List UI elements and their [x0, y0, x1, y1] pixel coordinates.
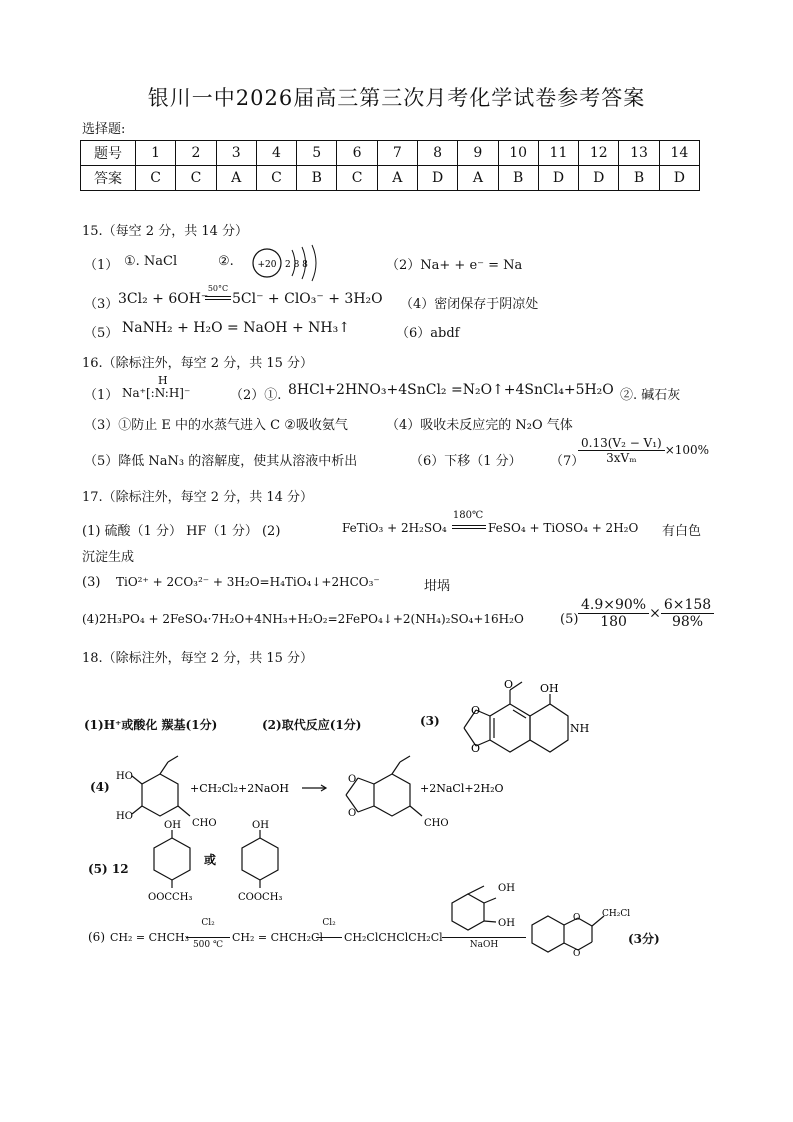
q18-p6-s2: CH₂ = CHCH₂Cl: [232, 931, 323, 944]
table-header-cell: 题号: [81, 141, 136, 166]
reaction-arrow: [186, 937, 230, 938]
q18-p6-c3-bot: NaOH: [469, 940, 499, 950]
equals-sign: [205, 296, 231, 300]
q18-cho-label: CHO: [192, 818, 217, 829]
q16-p2-b: ②. 碱石灰: [620, 388, 681, 403]
q18-oh-label: OH: [498, 918, 515, 929]
q18-p4-label: (4): [90, 780, 110, 794]
table-cell: 10: [498, 141, 538, 166]
table-cell: A: [377, 166, 417, 191]
q18-nh-label: NH: [570, 722, 590, 735]
table-cell: 3: [216, 141, 256, 166]
q18-ch2cl-label: CH₂Cl: [602, 909, 631, 919]
oxygen-label: O: [573, 949, 581, 959]
q17-p2-tail: 有白色: [662, 524, 702, 539]
atom-nucleus-label: +20: [257, 260, 277, 270]
reaction-arrow: [316, 937, 342, 938]
q15-p4: （4）密闭保存于阴凉处: [400, 297, 539, 312]
q15-p3-condition: 50°C: [207, 284, 229, 293]
q18-p4-products: +2NaCl+2H₂O: [420, 782, 504, 795]
reaction-arrow: [442, 937, 526, 938]
q15-p1-label: （1）: [84, 258, 119, 273]
q17-p2-condition: 180℃: [452, 510, 484, 521]
table-row: [81, 166, 700, 191]
table-cell: 8: [417, 141, 457, 166]
q17-p3-tail: 坩埚: [424, 579, 451, 594]
table-header-cell: 答案: [81, 166, 136, 191]
answer-table: [80, 140, 700, 191]
q15-header: 15.（每空 2 分，共 14 分）: [82, 224, 249, 239]
q16-p1-electron-formula: Na⁺[:N:H]⁻: [122, 386, 191, 400]
fraction-denominator: 180: [600, 614, 627, 630]
atom-shell-counts: 2 8 8: [285, 260, 308, 270]
q15-p5-label: （5）: [84, 326, 119, 341]
table-cell: 6: [337, 141, 377, 166]
q18-ho-label: HO: [116, 771, 133, 782]
table-cell: 1: [136, 141, 176, 166]
q15-p3-eq-right: 5Cl⁻ + ClO₃⁻ + 3H₂O: [232, 291, 383, 307]
q17-p2-cont: 沉淀生成: [82, 550, 135, 565]
oxygen-label: O: [504, 678, 514, 691]
q15-p1-a: ①. NaCl: [124, 254, 178, 269]
q15-p3-eq-left: 3Cl₂ + 6OH⁻: [118, 291, 209, 307]
q17-p3-label: (3): [82, 575, 101, 590]
fraction-denominator: 3xVₘ: [606, 451, 637, 465]
fraction-numerator: 0.13(V₂ − V₁): [578, 436, 665, 451]
q17-p2-eq-right: FeSO₄ + TiOSO₄ + 2H₂O: [488, 521, 639, 535]
q18-p5-or: 或: [204, 853, 217, 867]
q17-p5-expression: [578, 597, 714, 630]
table-cell: B: [619, 166, 659, 191]
table-cell: 5: [297, 141, 337, 166]
q18-oh-label: OH: [540, 682, 559, 695]
fraction-denominator: 98%: [671, 614, 704, 630]
table-cell: C: [337, 166, 377, 191]
oxygen-label: O: [471, 742, 481, 755]
q18-p6-c1-top: Cl₂: [201, 918, 215, 928]
q18-p6-s1: CH₂ = CHCH₃: [110, 931, 190, 944]
q18-p3-label: (3): [420, 714, 440, 728]
q16-p2-eq: 8HCl+2HNO₃+4SnCl₂ =N₂O↑+4SnCl₄+5H₂O: [288, 382, 614, 398]
q17-p1: (1) 硫酸（1 分） HF（1 分） (2): [82, 524, 281, 539]
q15-p3-label: （3）: [84, 297, 119, 312]
q18-p6-s3: CH₂ClCHClCH₂Cl: [344, 931, 443, 944]
q18-p6-c2-top: Cl₂: [322, 918, 336, 928]
choice-section-label: 选择题:: [82, 122, 126, 137]
q17-p3-eq: TiO²⁺ + 2CO₃²⁻ + 3H₂O=H₄TiO₄↓+2HCO₃⁻: [116, 575, 380, 589]
table-cell: A: [458, 166, 498, 191]
table-cell: 9: [458, 141, 498, 166]
q18-p3-structure: [440, 666, 610, 766]
q18-p6-label: (6): [88, 930, 105, 944]
q18-p4-reagents: +CH₂Cl₂+2NaOH: [190, 782, 289, 795]
table-cell: 2: [176, 141, 216, 166]
q18-oh-label: OH: [252, 820, 269, 831]
q15-p5-eq: NaNH₂ + H₂O = NaOH + NH₃↑: [122, 320, 350, 336]
q15-p2: （2）Na+ + e⁻ = Na: [386, 258, 523, 273]
q18-header: 18.（除标注外，每空 2 分，共 15 分）: [82, 651, 314, 666]
table-cell: 14: [659, 141, 699, 166]
table-cell: 11: [538, 141, 578, 166]
q18-p5-sub1: OOCCH₃: [148, 892, 193, 903]
table-cell: C: [256, 166, 296, 191]
q18-p1: (1)H⁺或酸化 羰基(1分): [84, 718, 218, 732]
oxygen-label: O: [573, 913, 581, 923]
q16-p7-label: （7）: [550, 454, 585, 469]
q17-p4: (4)2H₃PO₄ + 2FeSO₄·7H₂O+4NH₃+H₂O₂=2FePO₄↓+2(NH₄)₂SO₄+16H₂O: [82, 612, 524, 626]
table-cell: C: [176, 166, 216, 191]
fraction-numerator: 4.9×90%: [578, 597, 649, 614]
table-cell: 4: [256, 141, 296, 166]
table-cell: D: [538, 166, 578, 191]
q15-p1-b: ②.: [218, 254, 234, 269]
table-row: [81, 141, 700, 166]
q15-p6: （6）abdf: [396, 326, 460, 341]
oxygen-label: O: [471, 704, 481, 717]
q16-p1-top-h: H: [158, 374, 168, 387]
table-cell: D: [417, 166, 457, 191]
equals-sign: [452, 525, 486, 529]
atom-structure-diagram: [248, 244, 326, 282]
table-cell: 13: [619, 141, 659, 166]
q16-p2-label: （2）①.: [230, 388, 282, 403]
q16-p5: （5）降低 NaN₃ 的溶解度，使其从溶液中析出: [84, 454, 358, 469]
q18-oh-label: OH: [164, 820, 181, 831]
q16-p7-fraction: [578, 436, 709, 465]
q17-p5-label: (5): [560, 612, 579, 627]
catechol-structure: [444, 876, 524, 936]
q17-p2-eq-left: FeTiO₃ + 2H₂SO₄: [342, 521, 447, 535]
q16-p4: （4）吸收未反应完的 N₂O 气体: [386, 418, 573, 433]
q17-header: 17.（除标注外，每空 2 分，共 14 分）: [82, 490, 314, 505]
page-title: 银川一中2026届高三第三次月考化学试卷参考答案: [147, 86, 646, 110]
table-cell: D: [579, 166, 619, 191]
q18-oh-label: OH: [498, 883, 515, 894]
q18-cho-label: CHO: [424, 818, 449, 829]
table-cell: D: [659, 166, 699, 191]
q16-p6: （6）下移（1 分）: [410, 454, 522, 469]
table-cell: B: [498, 166, 538, 191]
oxygen-label: O: [348, 774, 357, 785]
q18-p2: (2)取代反应(1分): [262, 718, 362, 732]
q18-p6-c1-bot: 500 ℃: [192, 940, 224, 950]
q16-p7-tail: ×100%: [664, 443, 710, 457]
fraction-numerator: 6×158: [661, 597, 714, 614]
q16-p3: （3）①防止 E 中的水蒸气进入 C ②吸收氨气: [84, 418, 348, 433]
table-cell: C: [136, 166, 176, 191]
table-cell: 7: [377, 141, 417, 166]
q18-p5-sub2: COOCH₃: [238, 892, 283, 903]
table-cell: B: [297, 166, 337, 191]
table-cell: 12: [579, 141, 619, 166]
q16-p1-label: （1）: [84, 388, 119, 403]
q18-p5-structures: [140, 818, 330, 910]
q18-ho-label: HO: [116, 811, 133, 822]
oxygen-label: O: [348, 808, 357, 819]
q18-p6-points: (3分): [628, 932, 660, 946]
q18-p5-label: (5) 12: [88, 862, 129, 876]
table-cell: A: [216, 166, 256, 191]
q18-p6-product-structure: [528, 898, 631, 962]
times-sign: ×: [649, 605, 661, 622]
q16-header: 16.（除标注外，每空 2 分，共 15 分）: [82, 356, 314, 371]
